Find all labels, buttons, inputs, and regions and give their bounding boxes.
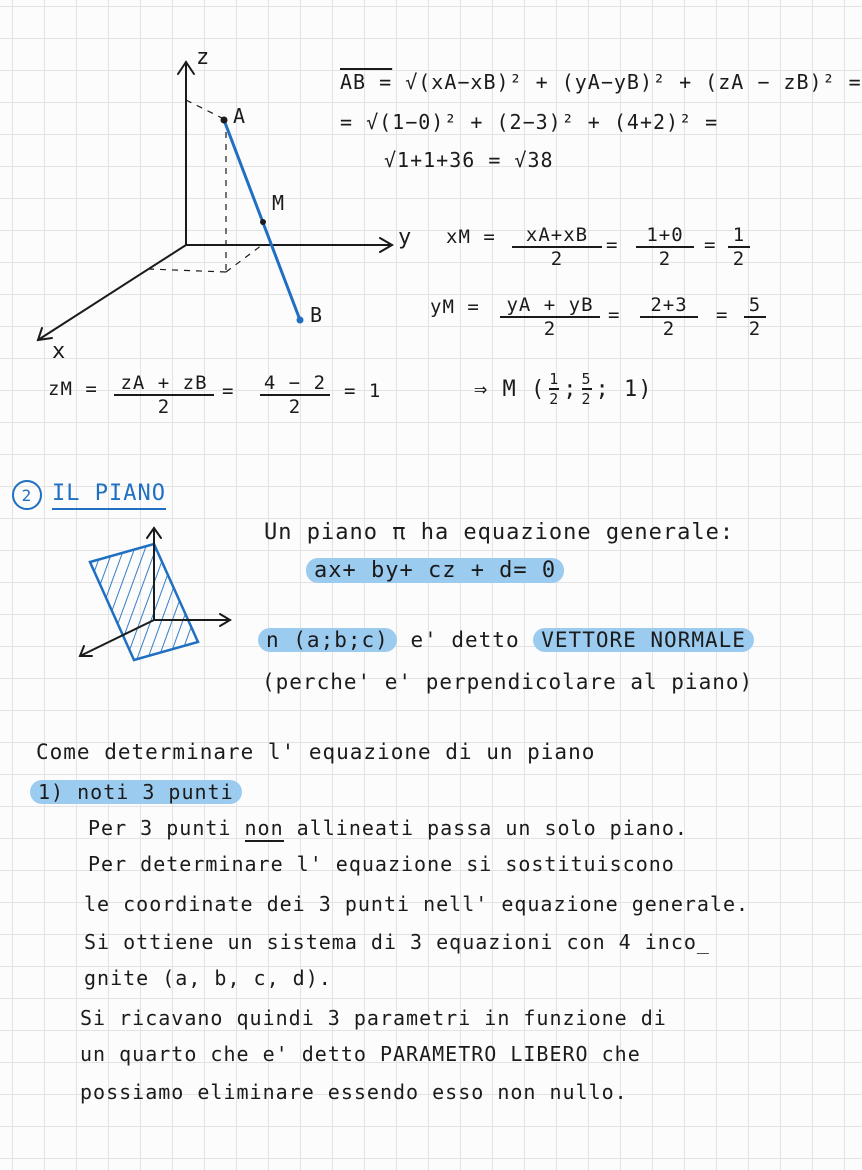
ym-equals-2: =	[716, 304, 729, 326]
midpoint-result-tail: ; 1)	[595, 376, 653, 402]
zm-label: zM =	[48, 378, 98, 400]
zm-denominator-2: 2	[288, 396, 302, 418]
method-line-3: le coordinate dei 3 punti nell' equazione generale.	[84, 892, 750, 916]
method-line-5: gnite (a, b, c, d).	[84, 966, 332, 990]
point-a-label: A	[233, 104, 246, 128]
ym-numerator: yA + yB	[500, 294, 600, 318]
method-case-row	[30, 780, 242, 804]
y-axis-label: y	[398, 225, 412, 250]
xm-numerator-3: 1	[728, 224, 750, 248]
xm-denominator: 2	[550, 248, 564, 270]
normal-explanation: (perche' e' perpendicolare al piano)	[262, 670, 754, 694]
point-m-label: M	[272, 191, 285, 215]
method-line-1	[88, 816, 688, 840]
point-b-dot	[297, 317, 304, 324]
point-b-label: B	[310, 303, 323, 327]
ym-equals-1: =	[608, 304, 621, 326]
xm-denominator-2: 2	[658, 248, 672, 270]
section-title: IL PIANO	[52, 481, 166, 510]
ym-fraction	[500, 294, 600, 340]
distance-line-2: = √(1−0)² + (2−3)² + (4+2)² =	[340, 110, 719, 134]
ym-denominator-3: 2	[748, 318, 762, 340]
method-line-4: Si ottiene un sistema di 3 equazioni con 4 inco_	[84, 930, 710, 954]
xm-equals-2: =	[704, 234, 717, 256]
plane-equation-row	[306, 558, 564, 583]
guide-line	[148, 269, 226, 272]
xm-equals-1: =	[606, 234, 619, 256]
xm-fraction	[512, 224, 602, 270]
xm-denominator-3: 2	[732, 248, 746, 270]
x-axis	[38, 245, 186, 340]
plane-equation: ax+ by+ cz + d= 0	[306, 558, 564, 583]
midpoint-result-den-1: 2	[549, 390, 560, 408]
method-heading: Come determinare l' equazione di un piano	[36, 740, 596, 764]
zm-equals-2: = 1	[344, 380, 382, 402]
point-m-dot	[260, 219, 266, 225]
midpoint-result-frac-2	[582, 370, 592, 408]
xm-numerator: xA+xB	[512, 224, 602, 248]
midpoint-result-prefix: ⇒ M (	[474, 376, 546, 402]
xm-fraction-3	[728, 224, 750, 270]
ym-numerator-2: 2+3	[640, 294, 698, 318]
zm-numerator: zA + zB	[114, 372, 214, 396]
distance-formula: √(xA−xB)² + (yA−yB)² + (zA − zB)² =	[405, 70, 862, 94]
xm-numerator-2: 1+0	[636, 224, 694, 248]
plane-diagram	[70, 520, 240, 670]
section-heading	[12, 480, 166, 510]
plane-intro: Un piano π ha equazione generale:	[264, 520, 735, 545]
method-line-8: possiamo eliminare essendo esso non nullo.	[80, 1080, 628, 1104]
coordinate-diagram-3d	[20, 40, 412, 370]
method-line-1-b: allineati passa un solo piano.	[296, 816, 688, 840]
normal-term: VETTORE NORMALE	[533, 628, 754, 652]
normal-vector-row	[258, 628, 754, 652]
z-axis-label: z	[196, 45, 210, 70]
method-line-6: Si ricavano quindi 3 parametri in funzione di	[80, 1006, 667, 1030]
xm-label: xM =	[446, 226, 496, 248]
point-a-dot	[221, 117, 228, 124]
method-line-1-non: non	[244, 816, 284, 840]
distance-line-1	[340, 70, 862, 94]
zm-denominator: 2	[157, 396, 171, 418]
guide-line	[226, 245, 262, 272]
x-axis-label: x	[52, 339, 66, 364]
midpoint-result-frac-1	[549, 370, 559, 408]
method-line-2: Per determinare l' equazione si sostituiscono	[88, 852, 675, 876]
distance-lhs: AB =	[340, 70, 393, 94]
midpoint-result-den-2: 2	[581, 390, 592, 408]
method-line-1-a: Per 3 punti	[88, 816, 232, 840]
zm-fraction	[114, 372, 214, 418]
ym-fraction-3	[744, 294, 766, 340]
method-line-7: un quarto che e' detto PARAMETRO LIBERO che	[80, 1042, 641, 1066]
midpoint-result-sep: ;	[563, 376, 578, 402]
ym-numerator-3: 5	[744, 294, 766, 318]
normal-vector: n (a;b;c)	[258, 628, 397, 652]
distance-line-3: √1+1+36 = √38	[384, 148, 554, 172]
guide-line	[186, 100, 226, 120]
ym-denominator: 2	[543, 318, 557, 340]
section-number: 2	[12, 480, 42, 510]
xm-fraction-2	[636, 224, 694, 270]
ym-label: yM =	[430, 296, 480, 318]
ym-fraction-2	[640, 294, 698, 340]
zm-fraction-2	[260, 372, 330, 418]
midpoint-result-num-1: 1	[549, 370, 560, 388]
ym-denominator-2: 2	[662, 318, 676, 340]
method-case-1: 1) noti 3 punti	[30, 780, 242, 804]
normal-text: e' detto	[410, 628, 520, 652]
midpoint-result-num-2: 5	[581, 370, 592, 388]
zm-equals-1: =	[222, 380, 235, 402]
midpoint-result	[474, 370, 653, 408]
zm-numerator-2: 4 − 2	[260, 372, 330, 396]
